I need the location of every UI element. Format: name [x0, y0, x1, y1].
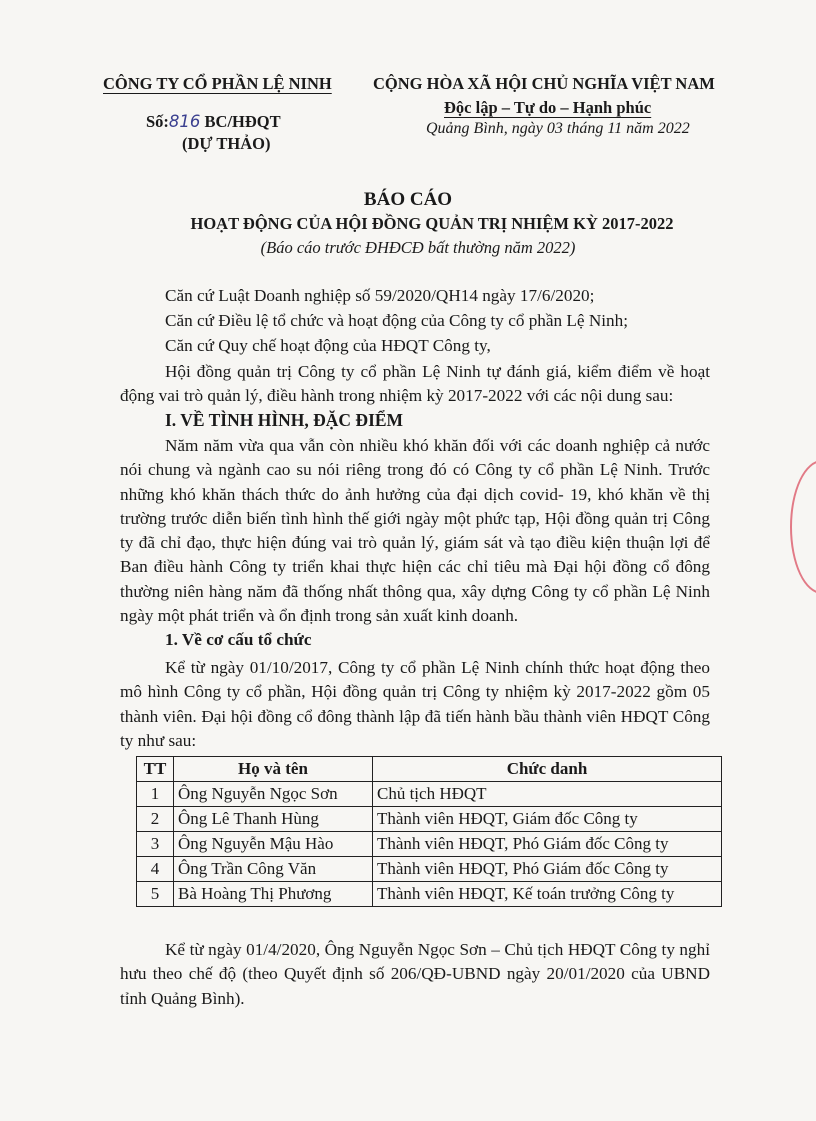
table-row [137, 882, 722, 907]
draft-label: (DỰ THẢO) [182, 134, 271, 153]
subsection-paragraph: Kể từ ngày 01/10/2017, Công ty cổ phần Lệ Ninh chính thức hoạt động theo mô hình Công ty cổ phần, Hội đồng quản trị Công ty nhiệm kỳ 2017-2022 gồm 05 thành viên. Đại hội đồng cổ đông thành lập đã tiến hành bầu thành viên HĐQT Công ty như sau: [120, 658, 710, 750]
basis-line: Căn cứ Luật Doanh nghiệp số 59/2020/QH14 ngày 17/6/2020; [165, 286, 595, 305]
company-seal [790, 460, 816, 594]
table-row [137, 782, 722, 807]
member-name: Bà Hoàng Thị Phương [174, 882, 373, 907]
section-heading: I. VỀ TÌNH HÌNH, ĐẶC ĐIỂM [165, 410, 404, 430]
row-number: 5 [137, 882, 174, 907]
table-row [137, 807, 722, 832]
nation-title: CỘNG HÒA XÃ HỘI CHỦ NGHĨA VIỆT NAM [373, 74, 715, 93]
report-title: BÁO CÁO [363, 189, 453, 210]
report-subtitle: HOẠT ĐỘNG CỦA HỘI ĐỒNG QUẢN TRỊ NHIỆM KỲ 2017-2022 [190, 214, 674, 233]
doc-no-suffix: BC/HĐQT [204, 112, 281, 131]
member-title: Chủ tịch HĐQT [373, 782, 722, 807]
row-number: 3 [137, 832, 174, 857]
basis-line: Căn cứ Điều lệ tổ chức và hoạt động của Công ty cổ phần Lệ Ninh; [165, 311, 628, 330]
document-number [146, 112, 281, 132]
motto: Độc lập – Tự do – Hạnh phúc [444, 98, 652, 117]
member-title: Thành viên HĐQT, Phó Giám đốc Công ty [373, 857, 722, 882]
report-note: (Báo cáo trước ĐHĐCĐ bất thường năm 2022) [260, 238, 576, 257]
member-title: Thành viên HĐQT, Giám đốc Công ty [373, 807, 722, 832]
subsection-heading: 1. Về cơ cấu tổ chức [165, 630, 312, 649]
column-header: Họ và tên [174, 757, 373, 782]
member-name: Ông Nguyễn Ngọc Sơn [174, 782, 373, 807]
member-title: Thành viên HĐQT, Kế toán trưởng Công ty [373, 882, 722, 907]
table-header-row [137, 757, 722, 782]
company-name: CÔNG TY CỔ PHẦN LỆ NINH [103, 74, 332, 93]
intro-paragraph: Hội đồng quản trị Công ty cổ phần Lệ Ninh tự đánh giá, kiểm điểm về hoạt động vai trò quản lý, điều hành trong nhiệm kỳ 2017-2022 với các nội dung sau: [120, 362, 710, 406]
section-paragraph: Năm năm vừa qua vẫn còn nhiều khó khăn đối với các doanh nghiệp cả nước nói chung và ngành cao su nói riêng trong đó có Công ty cổ phần Lệ Ninh. Trước những khó khăn thách thức do ảnh hưởng của đại dịch covid- 19, khó khăn về thị trường trước diễn biến tình hình thế giới ngày một phức tạp, Hội đồng quản trị Công ty đã chỉ đạo, thực hiện đúng vai trò quản lý, giám sát và tạo điều kiện thuận lợi để Ban điều hành Công ty triển khai thực hiện các chỉ tiêu mà Đại hội đồng cổ đông thường niên hàng năm đã thống nhất thông qua, xây dựng Công ty cổ phần Lệ Ninh ngày một phát triển và ổn định trong sản xuất kinh doanh. [120, 436, 710, 626]
doc-no-prefix: Số: [146, 112, 169, 131]
column-header: Chức danh [373, 757, 722, 782]
member-name: Ông Nguyễn Mậu Hào [174, 832, 373, 857]
handwritten-doc-number: 816 [168, 112, 201, 131]
place-date: Quảng Bình, ngày 03 tháng 11 năm 2022 [426, 120, 690, 137]
member-name: Ông Trần Công Văn [174, 857, 373, 882]
table-row [137, 832, 722, 857]
table-row [137, 857, 722, 882]
closing-paragraph: Kể từ ngày 01/4/2020, Ông Nguyễn Ngọc Sơn – Chủ tịch HĐQT Công ty nghỉ hưu theo chế độ (theo Quyết định số 206/QĐ-UBND ngày 20/01/2020 của UBND tỉnh Quảng Bình). [120, 940, 710, 1008]
row-number: 2 [137, 807, 174, 832]
row-number: 4 [137, 857, 174, 882]
row-number: 1 [137, 782, 174, 807]
board-members-table [136, 756, 722, 907]
member-title: Thành viên HĐQT, Phó Giám đốc Công ty [373, 832, 722, 857]
member-name: Ông Lê Thanh Hùng [174, 807, 373, 832]
column-header: TT [137, 757, 174, 782]
basis-line: Căn cứ Quy chế hoạt động của HĐQT Công ty, [165, 336, 491, 355]
